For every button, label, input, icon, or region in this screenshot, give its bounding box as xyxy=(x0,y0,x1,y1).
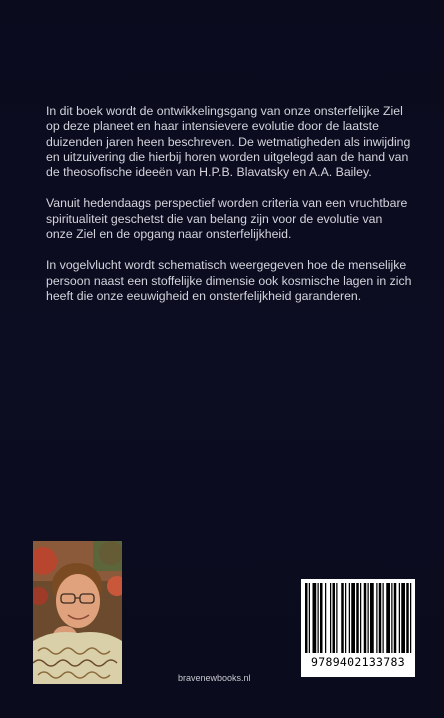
barcode-bar xyxy=(349,583,350,653)
blurb-paragraph-3: In vogelvlucht wordt schematisch weergegeven hoe de menselijke persoon naast een stoffelijke dimensie ook kosmische lagen in zich heeft die onze eeuwigheid en onsterfelijkheid garanderen. xyxy=(46,258,412,303)
barcode-bar xyxy=(379,583,382,653)
barcode-bar xyxy=(386,583,390,653)
barcode-bar xyxy=(309,583,310,653)
barcode-bar xyxy=(305,583,308,653)
back-cover-blurb xyxy=(46,104,412,320)
isbn-barcode xyxy=(301,579,415,677)
barcode-bar xyxy=(399,583,400,653)
barcode-bar xyxy=(325,583,326,653)
isbn-number: 9789402133783 xyxy=(311,655,405,669)
barcode-bar xyxy=(356,583,359,653)
barcode-bar xyxy=(351,583,355,653)
barcode-bar xyxy=(330,583,331,653)
blurb-paragraph-1: In dit boek wordt de ontwikkelingsgang van onze onsterfelijke Ziel op deze planeet en haar intensievere evolutie door de laatste duizenden jaren heen beschreven. De wetmatigheden als inwijding en uitzuivering die hierbij horen worden uitgelegd aan de hand van de theosofische ideeën van H.P.B. Blavatsky en A.A. Bailey. xyxy=(46,104,411,180)
barcode-bar xyxy=(341,583,344,653)
barcode-bar xyxy=(345,583,346,653)
barcode-bar xyxy=(336,583,337,653)
barcode-bar xyxy=(333,583,336,653)
barcode-bars xyxy=(301,579,415,655)
publisher-url: bravenewbooks.nl xyxy=(178,673,251,683)
barcode-bar xyxy=(383,583,384,653)
barcode-bar xyxy=(364,583,367,653)
barcode-bar xyxy=(376,583,377,653)
barcode-bar xyxy=(368,583,369,653)
barcode-bar xyxy=(360,583,361,653)
barcode-bar xyxy=(406,583,409,653)
barcode-bar xyxy=(370,583,374,653)
barcode-bar xyxy=(318,583,319,653)
blurb-paragraph-2: Vanuit hedendaags perspectief worden criteria van een vruchtbare spiritualiteit geschetst die van belang zijn voor de evolutie van onze Ziel en de opgang naar onsterfelijkheid. xyxy=(46,196,408,242)
barcode-bar xyxy=(410,583,411,653)
barcode-bar xyxy=(401,583,405,653)
author-photo xyxy=(33,541,122,684)
barcode-bar xyxy=(320,583,323,653)
barcode-bar xyxy=(394,583,397,653)
barcode-bar xyxy=(391,583,392,653)
barcode-bar xyxy=(313,583,317,653)
